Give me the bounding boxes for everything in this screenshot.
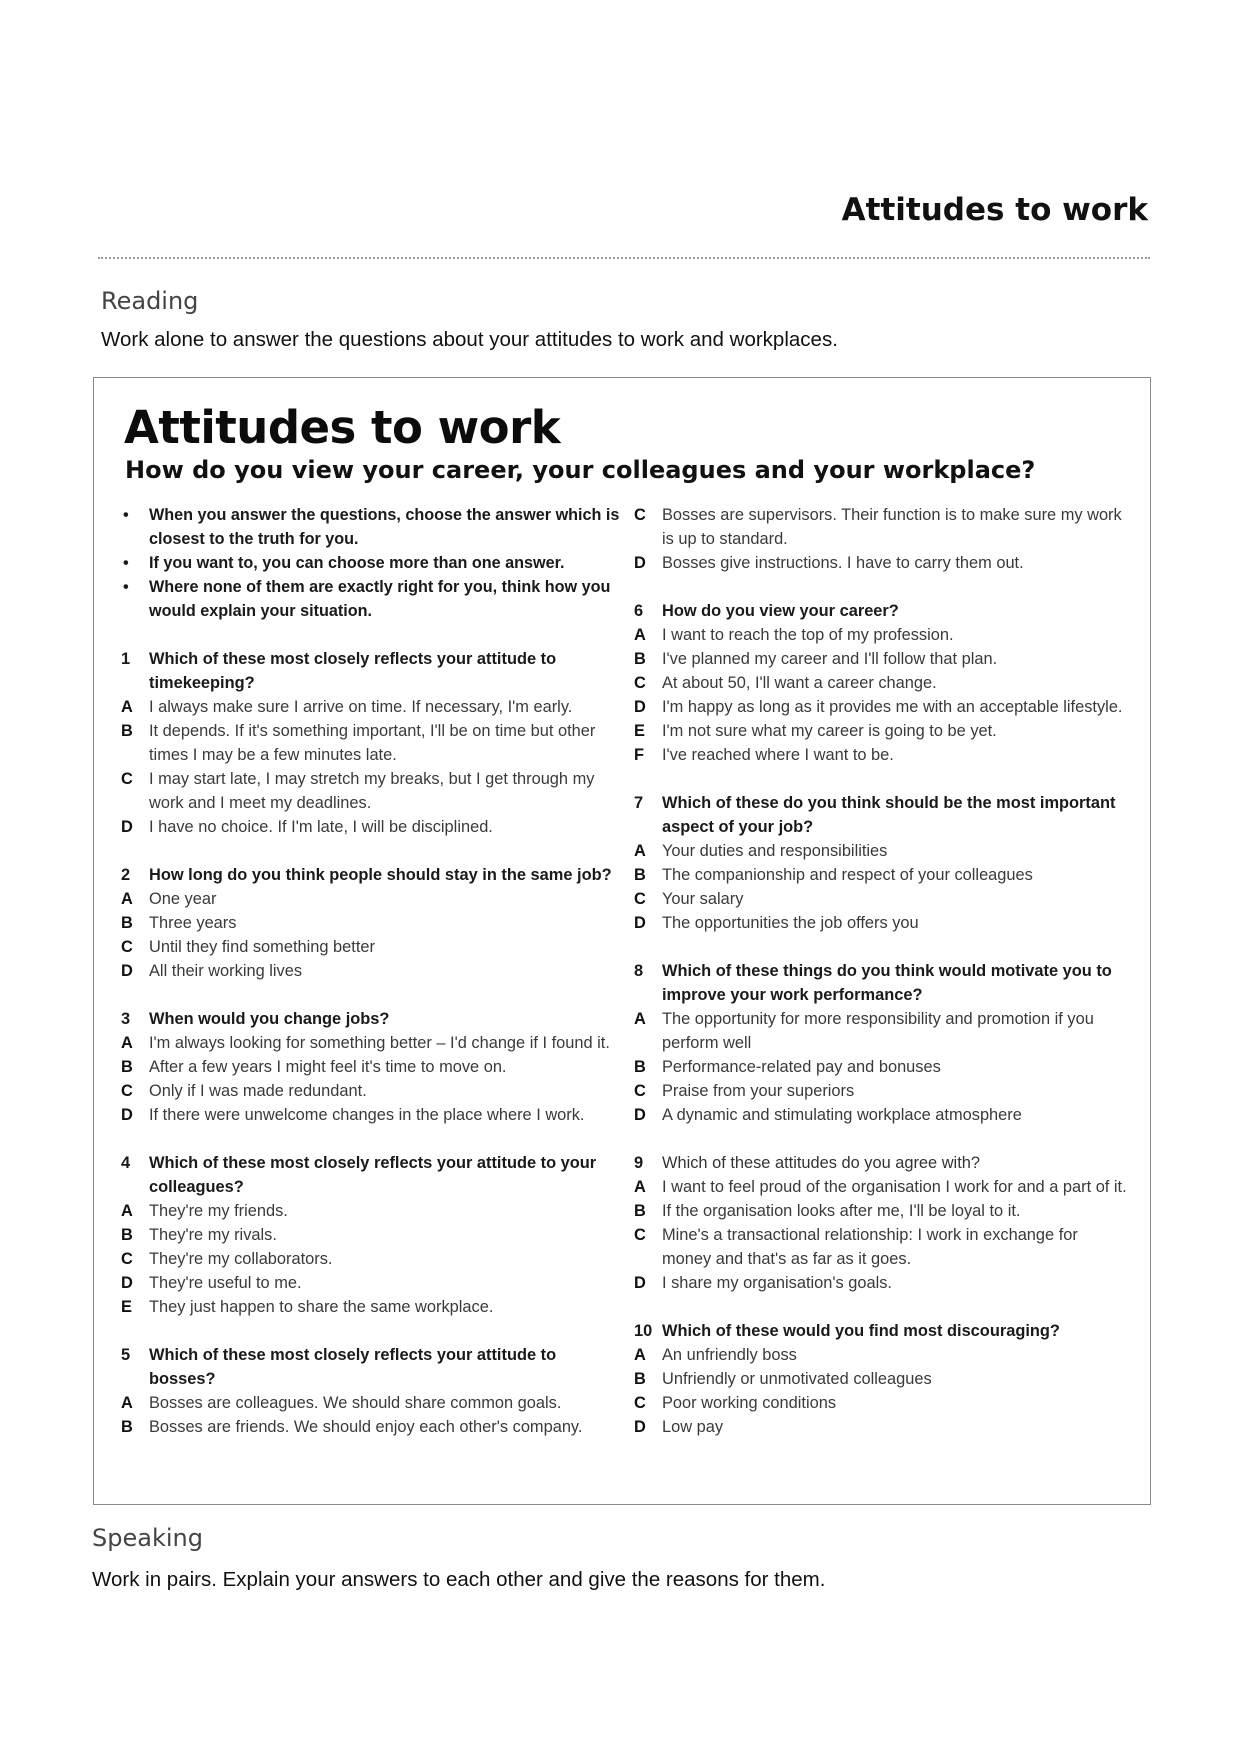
- answer-option[interactable]: [121, 1055, 626, 1079]
- option-letter: A: [121, 1394, 133, 1412]
- question-text: Which of these would you find most discouraging?: [662, 1322, 1060, 1340]
- instruction-bullet: • Where none of them are exactly right for you, think how you would explain your situation.: [121, 575, 626, 623]
- option-text: I may start late, I may stretch my breaks, but I get through my work and I meet my deadlines.: [149, 770, 595, 812]
- question-7: [634, 791, 1129, 935]
- speaking-label: Speaking: [92, 1524, 203, 1552]
- page-header: Attitudes to work: [841, 192, 1148, 228]
- option-letter: A: [634, 1346, 646, 1364]
- question-text: Which of these attitudes do you agree with?: [662, 1154, 980, 1172]
- option-letter: B: [634, 1370, 646, 1388]
- option-letter: B: [121, 1058, 133, 1076]
- option-text: I'm happy as long as it provides me with an acceptable lifestyle.: [662, 698, 1123, 716]
- option-letter: C: [634, 506, 646, 524]
- option-text: All their working lives: [149, 962, 303, 980]
- answer-option[interactable]: [634, 1055, 1129, 1079]
- option-text: Until they find something better: [149, 938, 375, 956]
- question-9: [634, 1151, 1129, 1295]
- option-letter: B: [121, 1226, 133, 1244]
- option-text: I want to feel proud of the organisation I work for and a part of it.: [662, 1178, 1127, 1196]
- option-text: Low pay: [662, 1418, 724, 1436]
- option-letter: C: [121, 1250, 133, 1268]
- option-letter: B: [634, 866, 646, 884]
- question-3: [121, 1007, 626, 1127]
- option-text: I share my organisation's goals.: [662, 1274, 892, 1292]
- question-number: 2: [121, 866, 131, 884]
- option-letter: A: [634, 842, 646, 860]
- quiz-left-column: [121, 503, 626, 1463]
- option-text: An unfriendly boss: [662, 1346, 797, 1364]
- question-text: How do you view your career?: [662, 602, 899, 620]
- answer-option[interactable]: [121, 1223, 626, 1247]
- question-10: [634, 1319, 1129, 1439]
- option-letter: B: [634, 650, 646, 668]
- answer-option[interactable]: [634, 1367, 1129, 1391]
- option-text: I want to reach the top of my profession.: [662, 626, 954, 644]
- answer-option[interactable]: [634, 719, 1129, 743]
- option-text: I've reached where I want to be.: [662, 746, 894, 764]
- question-6: [634, 599, 1129, 767]
- question-2: [121, 863, 626, 983]
- option-text: Your duties and responsibilities: [662, 842, 888, 860]
- question-number: 10: [634, 1322, 653, 1340]
- speaking-instruction: Work in pairs. Explain your answers to each other and give the reasons for them.: [92, 1568, 826, 1591]
- answer-option[interactable]: [121, 1415, 626, 1439]
- option-text: One year: [149, 890, 217, 908]
- answer-option[interactable]: [634, 503, 1129, 551]
- instruction-bullet: • When you answer the questions, choose the answer which is closest to the truth for you.: [121, 503, 626, 551]
- answer-option[interactable]: [634, 839, 1129, 863]
- instruction-bullet: • If you want to, you can choose more than one answer.: [121, 551, 626, 575]
- option-text: Only if I was made redundant.: [149, 1082, 367, 1100]
- question-number: 8: [634, 962, 644, 980]
- answer-option[interactable]: [634, 623, 1129, 647]
- answer-option[interactable]: [634, 1079, 1129, 1103]
- question-number: 5: [121, 1346, 131, 1364]
- quiz-subtitle: How do you view your career, your colleagues and your workplace?: [125, 456, 1036, 484]
- option-text: The opportunity for more responsibility and promotion if you perform well: [662, 1010, 1094, 1052]
- option-letter: D: [121, 1274, 133, 1292]
- option-letter: E: [121, 1298, 132, 1316]
- option-text: Praise from your superiors: [662, 1082, 855, 1100]
- question-text: Which of these most closely reflects your attitude to your colleagues?: [149, 1154, 597, 1196]
- question-1: [121, 647, 626, 839]
- option-text: Mine's a transactional relationship: I work in exchange for money and that's as far as it goes.: [662, 1226, 1078, 1268]
- answer-option[interactable]: [634, 1343, 1129, 1367]
- answer-option[interactable]: [121, 1271, 626, 1295]
- option-text: I'm not sure what my career is going to be yet.: [662, 722, 997, 740]
- option-text: They're my friends.: [149, 1202, 288, 1220]
- option-letter: C: [634, 1394, 646, 1412]
- option-text: Poor working conditions: [662, 1394, 837, 1412]
- option-text: Unfriendly or unmotivated colleagues: [662, 1370, 932, 1388]
- question-5: [121, 1343, 626, 1439]
- question-text: Which of these do you think should be the most important aspect of your job?: [662, 794, 1116, 836]
- option-text: They're useful to me.: [149, 1274, 302, 1292]
- question-8: [634, 959, 1129, 1127]
- answer-option[interactable]: [634, 671, 1129, 695]
- option-text: They just happen to share the same workplace.: [149, 1298, 494, 1316]
- option-letter: C: [121, 770, 133, 788]
- answer-option[interactable]: [634, 743, 1129, 767]
- answer-option[interactable]: [634, 863, 1129, 887]
- option-text: I've planned my career and I'll follow that plan.: [662, 650, 998, 668]
- option-letter: B: [121, 1418, 133, 1436]
- option-text: A dynamic and stimulating workplace atmosphere: [662, 1106, 1022, 1124]
- option-text: They're my collaborators.: [149, 1250, 333, 1268]
- option-letter: A: [121, 890, 133, 908]
- option-letter: B: [121, 914, 133, 932]
- question-number: 4: [121, 1154, 131, 1172]
- quiz-right-column: [634, 503, 1129, 1463]
- option-letter: B: [634, 1058, 646, 1076]
- answer-option[interactable]: [634, 1007, 1129, 1055]
- question-number: 3: [121, 1010, 131, 1028]
- answer-option[interactable]: [121, 719, 626, 767]
- answer-option[interactable]: [634, 911, 1129, 935]
- option-letter: D: [634, 1274, 646, 1292]
- option-letter: D: [634, 914, 646, 932]
- option-letter: D: [121, 818, 133, 836]
- answer-option[interactable]: [121, 815, 626, 839]
- option-letter: A: [634, 1010, 646, 1028]
- option-text: Bosses give instructions. I have to carry them out.: [662, 554, 1024, 572]
- answer-option[interactable]: [121, 1031, 626, 1055]
- reading-instruction: Work alone to answer the questions about your attitudes to work and workplaces.: [101, 328, 838, 351]
- option-letter: A: [634, 1178, 646, 1196]
- header-rule: [98, 257, 1150, 259]
- option-letter: F: [634, 746, 645, 764]
- option-text: The opportunities the job offers you: [662, 914, 919, 932]
- option-letter: D: [634, 1418, 646, 1436]
- option-text: Your salary: [662, 890, 744, 908]
- option-text: Performance-related pay and bonuses: [662, 1058, 941, 1076]
- question-text: When would you change jobs?: [149, 1010, 390, 1028]
- reading-label: Reading: [101, 287, 199, 315]
- answer-option[interactable]: [634, 887, 1129, 911]
- quiz-title: Attitudes to work: [124, 401, 561, 454]
- answer-option[interactable]: [634, 1391, 1129, 1415]
- option-text: Bosses are supervisors. Their function is to make sure my work is up to standard.: [662, 506, 1122, 548]
- answer-option[interactable]: [121, 1199, 626, 1223]
- option-letter: D: [121, 962, 133, 980]
- answer-option[interactable]: [121, 1295, 626, 1319]
- option-text: Bosses are colleagues. We should share common goals.: [149, 1394, 562, 1412]
- option-letter: C: [634, 674, 646, 692]
- answer-option[interactable]: [121, 1391, 626, 1415]
- answer-option[interactable]: [634, 1415, 1129, 1439]
- answer-option[interactable]: [634, 1175, 1129, 1199]
- option-letter: A: [634, 626, 646, 644]
- quiz-box: [93, 377, 1151, 1505]
- option-text: After a few years I might feel it's time to move on.: [149, 1058, 507, 1076]
- answer-option[interactable]: [634, 551, 1129, 575]
- option-text: I have no choice. If I'm late, I will be disciplined.: [149, 818, 493, 836]
- question-text: Which of these most closely reflects your attitude to timekeeping?: [149, 650, 557, 692]
- option-letter: D: [121, 1106, 133, 1124]
- answer-option[interactable]: [121, 1247, 626, 1271]
- answer-option[interactable]: [121, 887, 626, 911]
- answer-option[interactable]: [121, 1079, 626, 1103]
- answer-option[interactable]: [634, 1103, 1129, 1127]
- option-text: The companionship and respect of your colleagues: [662, 866, 1033, 884]
- answer-option[interactable]: [121, 959, 626, 983]
- option-letter: A: [121, 1034, 133, 1052]
- question-4: [121, 1151, 626, 1319]
- answer-option[interactable]: [121, 911, 626, 935]
- option-letter: C: [634, 890, 646, 908]
- option-letter: D: [634, 1106, 646, 1124]
- answer-option[interactable]: [634, 1223, 1129, 1271]
- option-letter: D: [634, 554, 646, 572]
- question-number: 9: [634, 1154, 644, 1172]
- option-letter: A: [121, 1202, 133, 1220]
- option-letter: C: [121, 938, 133, 956]
- option-text: It depends. If it's something important, I'll be on time but other times I may be a few minutes late.: [149, 722, 596, 764]
- question-number: 6: [634, 602, 644, 620]
- answer-option[interactable]: [121, 695, 626, 719]
- question-number: 7: [634, 794, 644, 812]
- answer-option[interactable]: [121, 1103, 626, 1127]
- option-letter: C: [121, 1082, 133, 1100]
- option-text: If there were unwelcome changes in the place where I work.: [149, 1106, 585, 1124]
- instructions-list: [121, 503, 626, 623]
- option-text: Three years: [149, 914, 237, 932]
- option-text: I'm always looking for something better – I'd change if I found it.: [149, 1034, 610, 1052]
- option-letter: E: [634, 722, 645, 740]
- question-text: How long do you think people should stay in the same job?: [149, 866, 612, 884]
- option-letter: C: [634, 1082, 646, 1100]
- option-text: Bosses are friends. We should enjoy each other's company.: [149, 1418, 583, 1436]
- answer-option[interactable]: [121, 767, 626, 815]
- option-text: I always make sure I arrive on time. If necessary, I'm early.: [149, 698, 573, 716]
- option-text: At about 50, I'll want a career change.: [662, 674, 937, 692]
- option-letter: A: [121, 698, 133, 716]
- option-letter: B: [634, 1202, 646, 1220]
- answer-option[interactable]: [634, 647, 1129, 671]
- answer-option[interactable]: [634, 1199, 1129, 1223]
- option-text: They're my rivals.: [149, 1226, 277, 1244]
- answer-option[interactable]: [634, 695, 1129, 719]
- question-5-continued: [634, 503, 1129, 575]
- answer-option[interactable]: [634, 1271, 1129, 1295]
- option-text: If the organisation looks after me, I'll be loyal to it.: [662, 1202, 1021, 1220]
- question-text: Which of these most closely reflects your attitude to bosses?: [149, 1346, 557, 1388]
- question-number: 1: [121, 650, 131, 668]
- answer-option[interactable]: [121, 935, 626, 959]
- option-letter: D: [634, 698, 646, 716]
- option-letter: C: [634, 1226, 646, 1244]
- option-letter: B: [121, 722, 133, 740]
- question-text: Which of these things do you think would motivate you to improve your work performance?: [662, 962, 1112, 1004]
